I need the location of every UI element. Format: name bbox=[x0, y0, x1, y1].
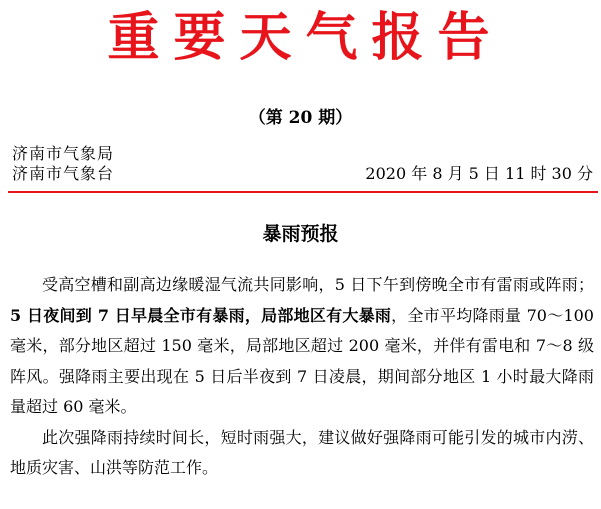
document-title: 暴雨预报 bbox=[262, 223, 339, 245]
report-masthead-title: 重要天气报告 bbox=[107, 7, 504, 68]
paragraph-1-emphasis: 5 日夜间到 7 日早晨全市有暴雨，局部地区有大暴雨 bbox=[10, 305, 392, 325]
issuer-bureau: 济南市气象局 bbox=[12, 144, 115, 163]
paragraph-1-intro: 受高空槽和副高边缘暖湿气流共同影响，5 日下午到傍晚全市有雷雨或阵雨； bbox=[42, 275, 594, 294]
body-paragraph-1 bbox=[10, 270, 594, 423]
body-paragraph-2: 此次强降雨持续时间长，短时雨强大，建议做好强降雨可能引发的城市内涝、地质灾害、山洪等防范工作。 bbox=[10, 427, 594, 477]
header-divider-rule bbox=[8, 191, 598, 193]
paragraph-1-rest: ，全市平均降雨量 70～100 毫米，部分地区超过 150 毫米，局部地区超过 200 毫米，并伴有雷电和 7～8 级阵风。强降雨主要出现在 5 日后半夜到 7 日凌晨，期间部分地区 1 小时最大降雨量超过 60 毫米。 bbox=[10, 305, 594, 416]
issue-date: 2020 年 8 月 5 日 11 时 30 分 bbox=[365, 164, 593, 183]
issue-number: （第 20 期） bbox=[248, 108, 353, 128]
issuer-observatory: 济南市气象台 bbox=[12, 164, 115, 183]
report-body bbox=[10, 270, 594, 484]
